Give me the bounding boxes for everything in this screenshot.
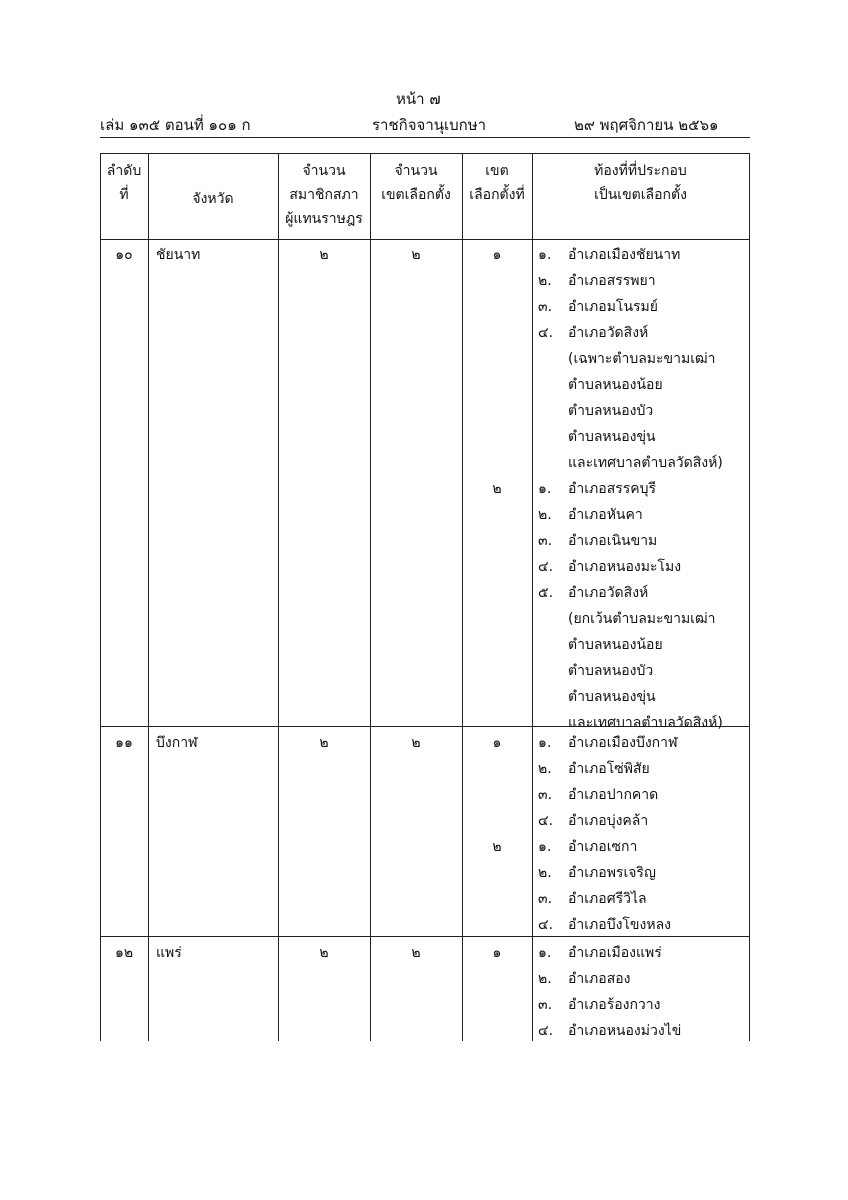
area-item bbox=[538, 637, 663, 653]
header-members-line3: ผู้แทนราษฎร bbox=[285, 211, 363, 227]
area-item bbox=[538, 865, 656, 881]
row-seq: ๑๒ bbox=[114, 945, 134, 961]
area-item bbox=[538, 325, 648, 341]
area-item-text: อำเภอบุ่งคล้า bbox=[568, 813, 649, 829]
area-item-text: ตำบลหนองบัว bbox=[568, 403, 654, 419]
col-rule bbox=[100, 153, 101, 1041]
area-item-text: อำเภอเนินขาม bbox=[568, 533, 658, 549]
col-rule bbox=[148, 153, 149, 1041]
area-item bbox=[538, 273, 656, 289]
area-item-text: ตำบลหนองขุ่น bbox=[568, 429, 656, 445]
row-seq: ๑๐ bbox=[115, 247, 133, 263]
row-province: แพร่ bbox=[156, 945, 182, 961]
area-item bbox=[538, 689, 656, 705]
area-item-number: ๔. bbox=[538, 813, 554, 829]
area-item-text: อำเภอมโนรมย์ bbox=[568, 299, 658, 315]
area-item-text: (เฉพาะตำบลมะขามเฒ่า bbox=[568, 351, 716, 367]
area-item-number: ๓. bbox=[538, 787, 553, 803]
area-item-number: ๒. bbox=[538, 971, 552, 987]
row-members: ๒ bbox=[319, 247, 329, 263]
col-rule bbox=[278, 153, 279, 1041]
area-item bbox=[538, 971, 630, 987]
area-item-text: อำเภอวัดสิงห์ bbox=[568, 325, 649, 341]
area-item bbox=[538, 351, 716, 367]
area-item-number: ๓. bbox=[538, 533, 553, 549]
row-province: บึงกาฬ bbox=[156, 735, 198, 751]
table-header-rule bbox=[100, 239, 750, 240]
area-item-text: อำเภอบึงโขงหลง bbox=[568, 917, 671, 933]
area-item-text: อำเภอร้องกวาง bbox=[568, 997, 661, 1013]
header-province: จังหวัด bbox=[192, 191, 234, 207]
publication-name: ราชกิจจานุเบกษา bbox=[372, 116, 487, 134]
area-item-text: อำเภอศรีวิไล bbox=[568, 891, 647, 907]
header-areas-line2: เป็นเขตเลือกตั้ง bbox=[594, 187, 687, 203]
row-zone: ๑ bbox=[492, 247, 502, 263]
header-districts-line1: จำนวน bbox=[394, 163, 438, 179]
area-item bbox=[538, 735, 678, 751]
area-item-number: ๓. bbox=[538, 299, 553, 315]
area-item-text: อำเภอหันคา bbox=[568, 507, 643, 523]
area-item-text: และเทศบาลตำบลวัดสิงห์) bbox=[568, 715, 723, 731]
area-item-number: ๕. bbox=[538, 585, 554, 601]
area-item-number: ๒. bbox=[538, 273, 552, 289]
header-areas-line1: ท้องที่ที่ประกอบ bbox=[594, 163, 687, 179]
area-item bbox=[538, 455, 723, 471]
page-number: หน้า ๗ bbox=[396, 90, 441, 108]
area-item-text: อำเภอสรรพยา bbox=[568, 273, 656, 289]
col-rule bbox=[749, 153, 750, 1041]
header-seq-line1: ลำดับ bbox=[106, 163, 142, 179]
area-item bbox=[538, 403, 653, 419]
area-item bbox=[538, 585, 648, 601]
area-item bbox=[538, 761, 650, 777]
header-zone-line1: เขต bbox=[485, 163, 509, 179]
row-seq: ๑๑ bbox=[115, 735, 133, 751]
row-members: ๒ bbox=[319, 735, 329, 751]
area-item-number: ๔. bbox=[538, 917, 554, 933]
area-item-number: ๑. bbox=[538, 735, 552, 751]
area-item-text: อำเภอวัดสิงห์ bbox=[568, 585, 649, 601]
area-item-number: ๑. bbox=[538, 481, 552, 497]
row-members: ๒ bbox=[319, 945, 329, 961]
row-rule bbox=[100, 936, 750, 937]
area-item bbox=[538, 787, 658, 803]
area-item-text: อำเภอเมืองแพร่ bbox=[568, 945, 662, 961]
area-item-text: อำเภอโซ่พิสัย bbox=[568, 761, 650, 777]
area-item-text: ตำบลหนองน้อย bbox=[568, 637, 663, 653]
header-districts-line2: เขตเลือกตั้ง bbox=[381, 187, 451, 203]
col-rule bbox=[370, 153, 371, 1041]
area-item-text: อำเภอหนองม่วงไข่ bbox=[568, 1023, 682, 1039]
publication-date: ๒๙ พฤศจิกายน ๒๕๖๑ bbox=[574, 116, 719, 134]
area-item-number: ๒. bbox=[538, 865, 552, 881]
area-item-number: ๔. bbox=[538, 325, 554, 341]
col-rule bbox=[532, 153, 533, 1041]
header-members-line1: จำนวน bbox=[302, 163, 346, 179]
row-zone: ๒ bbox=[492, 481, 502, 497]
area-item-number: ๔. bbox=[538, 559, 554, 575]
area-item-text: อำเภอสอง bbox=[568, 971, 631, 987]
area-item bbox=[538, 507, 643, 523]
area-item-text: อำเภอหนองมะโมง bbox=[568, 559, 682, 575]
area-item-number: ๒. bbox=[538, 507, 552, 523]
area-item-text: ตำบลหนองบัว bbox=[568, 663, 654, 679]
row-districts: ๒ bbox=[411, 247, 421, 263]
constituency-table bbox=[100, 153, 750, 1041]
area-item-text: อำเภอพรเจริญ bbox=[568, 865, 656, 881]
row-zone: ๒ bbox=[492, 839, 502, 855]
area-item-text: และเทศบาลตำบลวัดสิงห์) bbox=[568, 455, 723, 471]
header-seq-line2: ที่ bbox=[119, 187, 129, 203]
row-districts: ๒ bbox=[411, 945, 421, 961]
area-item-text: ตำบลหนองน้อย bbox=[568, 377, 663, 393]
row-province: ชัยนาท bbox=[156, 247, 201, 263]
area-item-text: ตำบลหนองขุ่น bbox=[568, 689, 656, 705]
col-rule bbox=[462, 153, 463, 1041]
area-item bbox=[538, 559, 681, 575]
row-districts: ๒ bbox=[411, 735, 421, 751]
area-item bbox=[538, 891, 647, 907]
area-item-text: อำเภอเมืองชัยนาท bbox=[568, 247, 681, 263]
area-item-number: ๓. bbox=[538, 997, 553, 1013]
row-zone: ๑ bbox=[492, 945, 502, 961]
area-item bbox=[538, 299, 658, 315]
area-item bbox=[538, 663, 653, 679]
header-zone-line2: เลือกตั้งที่ bbox=[469, 187, 525, 203]
area-item-text: อำเภอเมืองบึงกาฬ bbox=[568, 735, 678, 751]
row-zone: ๑ bbox=[492, 735, 502, 751]
area-item-number: ๓. bbox=[538, 891, 553, 907]
area-item-text: อำเภอปากคาด bbox=[568, 787, 659, 803]
area-item-number: ๑. bbox=[538, 839, 552, 855]
area-item-text: (ยกเว้นตำบลมะขามเฒ่า bbox=[568, 611, 716, 627]
area-item bbox=[538, 377, 663, 393]
area-item-text: อำเภอสรรคบุรี bbox=[568, 481, 657, 497]
area-item-text: อำเภอเซกา bbox=[568, 839, 638, 855]
header-members-line2: สมาชิกสภา bbox=[289, 187, 359, 203]
area-item-number: ๑. bbox=[538, 945, 552, 961]
area-item bbox=[538, 997, 661, 1013]
table-top-rule bbox=[100, 153, 750, 154]
area-item bbox=[538, 1023, 681, 1039]
area-item bbox=[538, 813, 648, 829]
area-item bbox=[538, 429, 656, 445]
area-item bbox=[538, 945, 662, 961]
area-item bbox=[538, 533, 657, 549]
area-item bbox=[538, 715, 723, 731]
area-item bbox=[538, 839, 637, 855]
area-item-number: ๑. bbox=[538, 247, 552, 263]
area-item bbox=[538, 917, 671, 933]
area-item bbox=[538, 247, 680, 263]
volume-issue: เล่ม ๑๓๕ ตอนที่ ๑๐๑ ก bbox=[100, 116, 251, 134]
area-item-number: ๒. bbox=[538, 761, 552, 777]
header-rule bbox=[100, 137, 750, 138]
area-item bbox=[538, 611, 715, 627]
area-item bbox=[538, 481, 656, 497]
area-item-number: ๔. bbox=[538, 1023, 554, 1039]
